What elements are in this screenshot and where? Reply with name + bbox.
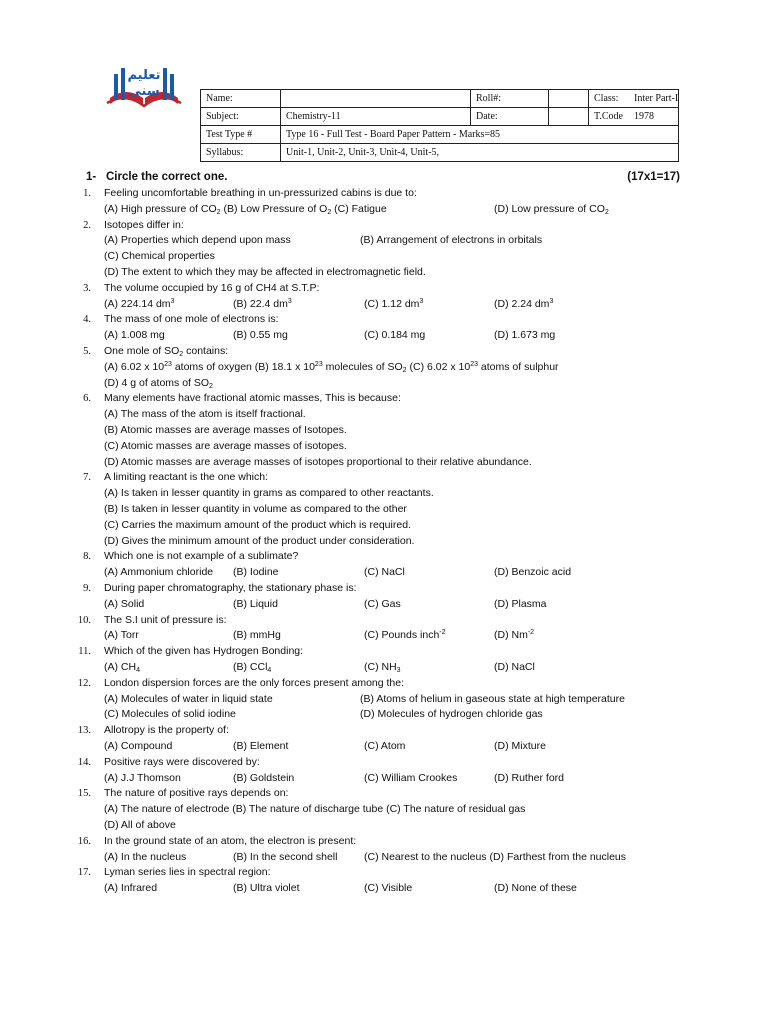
answer-option[interactable]: (B) Goldstein	[233, 771, 295, 784]
answer-option[interactable]: (D) Low pressure of $CO_2$	[494, 202, 609, 216]
answer-option[interactable]: (D) NaCl	[494, 661, 535, 673]
answer-option[interactable]: (D) Mixture	[494, 740, 546, 752]
answer-option[interactable]: (C) Chemical properties	[104, 250, 215, 263]
answer-option[interactable]: (D) 2.24 $dm^3$	[494, 297, 554, 310]
class-value: Inter Part-I	[634, 93, 679, 104]
answer-option[interactable]: (A) Ammonium chloride	[104, 566, 214, 579]
answer-option[interactable]: (D) The extent to which they may be affected in electromagnetic field.	[104, 266, 426, 278]
answer-option[interactable]: (C) Pounds inch$^{-2}$	[364, 629, 446, 642]
answer-option[interactable]: (B) Atoms of helium in gaseous state at high temperature	[360, 692, 625, 705]
question-number: 8.	[83, 551, 91, 563]
question-number: 1.	[83, 188, 91, 199]
syllabus-value: Unit-1, Unit-2, Unit-3, Unit-4, Unit-5,	[281, 144, 679, 162]
test-type-value: Type 16 - Full Test - Board Paper Pattern - Marks=85	[281, 126, 679, 144]
name-label: Name:	[201, 90, 281, 108]
answer-option[interactable]: (C) $NH_3$	[364, 661, 401, 674]
logo-text-top: تعلیم	[127, 68, 161, 83]
question-number: 11.	[78, 646, 91, 658]
syllabus-label: Syllabus:	[201, 144, 281, 162]
answer-option[interactable]: (C) 0.184 mg	[364, 329, 426, 342]
answer-option[interactable]: (D) $Nm^{-2}$	[494, 629, 535, 642]
question-text: Which of the given has Hydrogen Bonding:	[104, 645, 304, 658]
answer-option[interactable]: (D) Molecules of hydrogen chloride gas	[360, 708, 543, 721]
question-text: In the ground state of an atom, the electron is present:	[104, 834, 357, 847]
answer-option[interactable]: (C) Gas	[364, 597, 401, 610]
answer-option[interactable]: (D) Benzoic acid	[494, 566, 572, 579]
question-text: Many elements have fractional atomic masses, This is because:	[104, 392, 401, 405]
class-label: Class:	[594, 93, 619, 104]
section-number: 1-	[86, 171, 97, 183]
answer-option[interactable]: (D) 4 g of atoms of $SO_2$	[104, 376, 213, 390]
question-number: 15.	[77, 788, 91, 800]
question-text: London dispersion forces are the only forces present among the:	[104, 676, 405, 689]
answer-option[interactable]: (D) None of these	[494, 882, 577, 895]
answer-option[interactable]: (A) Properties which depend upon mass	[104, 234, 291, 247]
section-title: Circle the correct one.	[106, 171, 228, 183]
answer-option[interactable]: (A) High pressure of $CO_2$ (B) Low Pressure of $O_2$ (C) Fatigue	[104, 202, 387, 216]
answer-option[interactable]: (B) Atomic masses are average masses of Isotopes.	[104, 424, 347, 436]
question-text: The volume occupied by 16 g of CH4 at S.T.P:	[104, 281, 320, 294]
answer-option[interactable]: (B) Ultra violet	[233, 882, 300, 895]
answer-option[interactable]: (D) 1.673 mg	[494, 329, 556, 342]
answer-option[interactable]: (B) Arrangement of electrons in orbitals	[360, 234, 543, 247]
answer-option[interactable]: (B) 22.4 $dm^3$	[233, 297, 292, 310]
answer-option[interactable]: (B) Liquid	[233, 597, 278, 610]
roll-label: Roll#:	[471, 90, 549, 108]
tcode-label: T.Code	[594, 111, 623, 122]
answer-option[interactable]: (B) mmHg	[233, 629, 281, 642]
answer-option[interactable]: (C) Atom	[364, 740, 406, 752]
question-number: 4.	[83, 314, 91, 326]
answer-option[interactable]: (B) Element	[233, 740, 289, 752]
date-label: Date:	[471, 108, 549, 126]
section-marks: (17x1=17)	[627, 171, 680, 183]
answer-option[interactable]: (A) Molecules of water in liquid state	[104, 692, 273, 705]
answer-option[interactable]: (A) In the nucleus	[104, 850, 187, 863]
answer-option[interactable]: (A) Torr	[104, 629, 139, 642]
answer-option[interactable]: (B) CCl$_4$	[233, 661, 272, 674]
subject-label: Subject:	[201, 108, 281, 126]
question-number: 5.	[83, 346, 91, 357]
question-number: 3.	[83, 282, 91, 294]
logo-text-bottom: سنی	[128, 84, 160, 99]
question-number: 16.	[77, 835, 91, 847]
question-text: Feeling uncomfortable breathing in un-pressurized cabins is due to:	[104, 187, 417, 199]
test-type-label: Test Type #	[201, 126, 281, 144]
answer-option[interactable]: (A) Infrared	[104, 882, 158, 895]
answer-option[interactable]: (A) 224.14 $dm^3$	[104, 297, 175, 310]
question-text: Allotropy is the property of:	[104, 724, 229, 737]
question-number: 2.	[83, 219, 91, 231]
question-number: 14.	[77, 756, 91, 768]
answer-option[interactable]: (C) NaCl	[364, 566, 405, 579]
question-text: One mole of $SO_2$ contains:	[104, 345, 229, 358]
question-text: Lyman series lies in spectral region:	[104, 866, 271, 879]
answer-option[interactable]: (A) $CH_4$	[104, 661, 140, 674]
answer-option[interactable]: (A) Compound	[104, 740, 173, 752]
answer-option[interactable]: (C) Visible	[364, 882, 413, 895]
answer-option[interactable]: (D) Plasma	[494, 597, 547, 610]
question-number: 6.	[83, 393, 91, 405]
answer-option[interactable]: (B) 0.55 mg	[233, 329, 288, 342]
answer-option[interactable]: (A) 6.02 x $10^{23}$ atoms of oxygen (B) 18.1 x $10^{23}$ molecules of $SO_2$ (C) 6.02 x $10^{23}$ atoms of sulphur	[104, 360, 559, 374]
question-text: The S.I unit of pressure is:	[104, 613, 227, 626]
question-number: 12.	[77, 677, 91, 689]
answer-option[interactable]: (C) Nearest to the nucleus (D) Farthest from the nucleus	[364, 850, 627, 863]
question-text: Positive rays were discovered by:	[104, 755, 260, 768]
question-number: 7.	[83, 472, 91, 484]
answer-option[interactable]: (D) Gives the minimum amount of the product under consideration.	[104, 534, 415, 547]
answer-option[interactable]: (A) 1.008 mg	[104, 329, 165, 342]
answer-option[interactable]: (D) Ruther ford	[494, 771, 565, 784]
answer-option[interactable]: (A) J.J Thomson	[104, 771, 181, 784]
answer-option[interactable]: (A) Solid	[104, 597, 145, 610]
answer-option[interactable]: (C) Carries the maximum amount of the product which is required.	[104, 518, 411, 531]
answer-option[interactable]: (B) Is taken in lesser quantity in volume as compared to the other	[104, 503, 407, 515]
question-number: 9.	[83, 583, 91, 594]
question-text: During paper chromatography, the stationary phase is:	[104, 582, 357, 594]
question-number: 13.	[77, 725, 91, 737]
question-text: The mass of one mole of electrons is:	[104, 313, 279, 326]
answer-option[interactable]: (A) Is taken in lesser quantity in grams as compared to other reactants.	[104, 487, 434, 500]
question-text: Which one is not example of a sublimate?	[104, 550, 299, 563]
answer-option[interactable]: (C) 1.12 $dm^3$	[364, 297, 424, 310]
answer-option[interactable]: (A) The mass of the atom is itself fractional.	[104, 408, 306, 421]
question-text: Isotopes differ in:	[104, 218, 184, 231]
answer-option[interactable]: (C) William Crookes	[364, 771, 458, 784]
answer-option[interactable]: (A) The nature of electrode (B) The nature of discharge tube (C) The nature of residual gas	[104, 803, 526, 816]
subject-value: Chemistry-11	[281, 108, 471, 126]
answer-option[interactable]: (B) Iodine	[233, 566, 279, 579]
question-number: 10.	[77, 614, 91, 626]
tcode-value: 1978	[634, 111, 654, 122]
answer-option[interactable]: (B) In the second shell	[233, 850, 338, 863]
question-text: A limiting reactant is the one which:	[104, 471, 269, 484]
question-text: The nature of positive rays depends on:	[104, 787, 289, 800]
answer-option[interactable]: (D) Atomic masses are average masses of isotopes proportional to their relative abundance.	[104, 455, 532, 468]
question-number: 17.	[77, 867, 91, 879]
answer-option[interactable]: (C) Atomic masses are average masses of isotopes.	[104, 439, 347, 452]
answer-option[interactable]: (C) Molecules of solid iodine	[104, 708, 236, 721]
answer-option[interactable]: (D) All of above	[104, 819, 176, 831]
